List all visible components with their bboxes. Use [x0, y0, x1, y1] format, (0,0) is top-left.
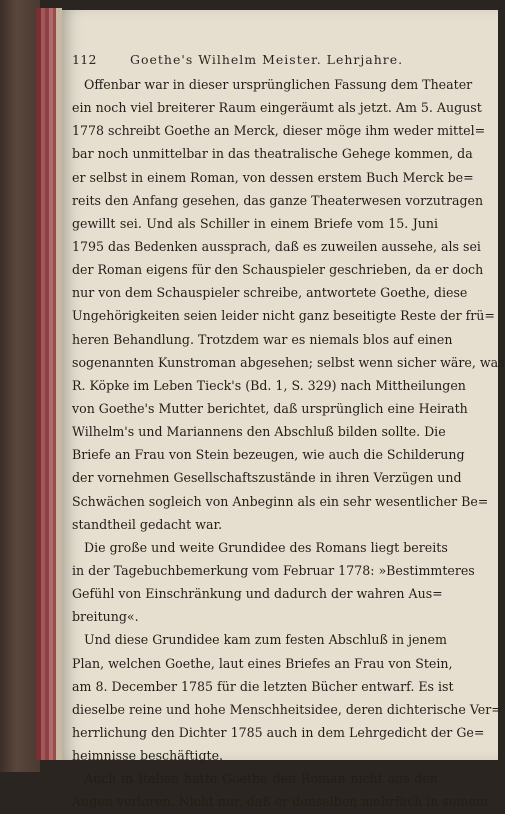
- page-number: 112: [72, 52, 97, 67]
- text-line: gewillt sei. Und als Schiller in einem Briefe vom 15. Juni: [72, 215, 438, 231]
- text-line: Offenbar war in dieser ursprünglichen Fassung dem Theater: [84, 77, 473, 92]
- text-line: bar noch unmittelbar in das theatralische Gehege kommen, da: [72, 146, 473, 162]
- text-line: Schwächen sogleich von Anbeginn als ein sehr wesentlicher Be=: [72, 493, 489, 509]
- body-text: [72, 73, 505, 814]
- text-line: Auch in Italien hatte Goethe den Roman nicht aus den: [84, 771, 438, 787]
- text-line: er selbst in einem Roman, von dessen erstem Buch Merck be=: [72, 169, 474, 185]
- text-line: Gefühl von Einschränkung und dadurch der wahren Aus=: [72, 586, 443, 602]
- text-line: heren Behandlung. Trotzdem war es niemals blos auf einen: [72, 331, 453, 347]
- text-line: herrlichung den Dichter 1785 auch in dem Lehrgedicht der Ge=: [72, 724, 485, 740]
- text-line: Ungehörigkeiten seien leider nicht ganz beseitigte Reste der frü=: [72, 308, 495, 324]
- text-line: breitung«.: [72, 609, 139, 625]
- book-cover-edge: [0, 0, 40, 772]
- running-title: Goethe's Wilhelm Meister. Lehrjahre.: [130, 52, 404, 67]
- text-line: der Roman eigens für den Schauspieler geschrieben, da er doch: [72, 262, 484, 278]
- text-line: sogenannten Kunstroman abgesehen; selbst wenn sicher wäre, was: [72, 354, 505, 370]
- text-line: 1778 schreibt Goethe an Merck, dieser möge ihm weder mittel=: [72, 123, 486, 139]
- text-line: Und diese Grundidee kam zum festen Abschluß in jenem: [84, 632, 447, 648]
- text-line: Wilhelm's und Mariannens den Abschluß bilden sollte. Die: [72, 424, 446, 440]
- page-header: [72, 52, 420, 72]
- text-line: von Goethe's Mutter berichtet, daß ursprünglich eine Heirath: [72, 400, 468, 416]
- text-line: reits den Anfang gesehen, das ganze Theaterwesen vorzutragen: [72, 192, 484, 208]
- text-line: 1795 das Bedenken aussprach, daß es zuweilen aussehe, als sei: [72, 238, 481, 254]
- text-line: dieselbe reine und hohe Menschheitsidee, deren dichterische Ver=: [72, 701, 502, 717]
- text-line: Briefe an Frau von Stein bezeugen, wie auch die Schilderung: [72, 447, 465, 463]
- text-line: in der Tagebuchbemerkung vom Februar 1778: »Bestimmteres: [72, 562, 475, 578]
- text-line: heimnisse beschäftigte.: [72, 748, 224, 764]
- text-line: Augen verloren. Nicht nur, daß er denselben mehrfach in seinem: [72, 794, 488, 810]
- text-line: am 8. December 1785 für die letzten Bücher entwarf. Es ist: [72, 678, 454, 694]
- text-line: standtheil gedacht war.: [72, 516, 223, 532]
- text-line: Plan, welchen Goethe, laut eines Briefes an Frau von Stein,: [72, 655, 453, 671]
- text-line: ein noch viel breiterer Raum eingeräumt als jetzt. Am 5. August: [72, 100, 482, 116]
- text-line: R. Köpke im Leben Tieck's (Bd. 1, S. 329) nach Mittheilungen: [72, 377, 466, 393]
- text-line: der vornehmen Gesellschaftszustände in ihren Verzügen und: [72, 470, 462, 486]
- text-line: Die große und weite Grundidee des Romans liegt bereits: [84, 539, 448, 555]
- text-line: nur von dem Schauspieler schreibe, antwortete Goethe, diese: [72, 285, 468, 301]
